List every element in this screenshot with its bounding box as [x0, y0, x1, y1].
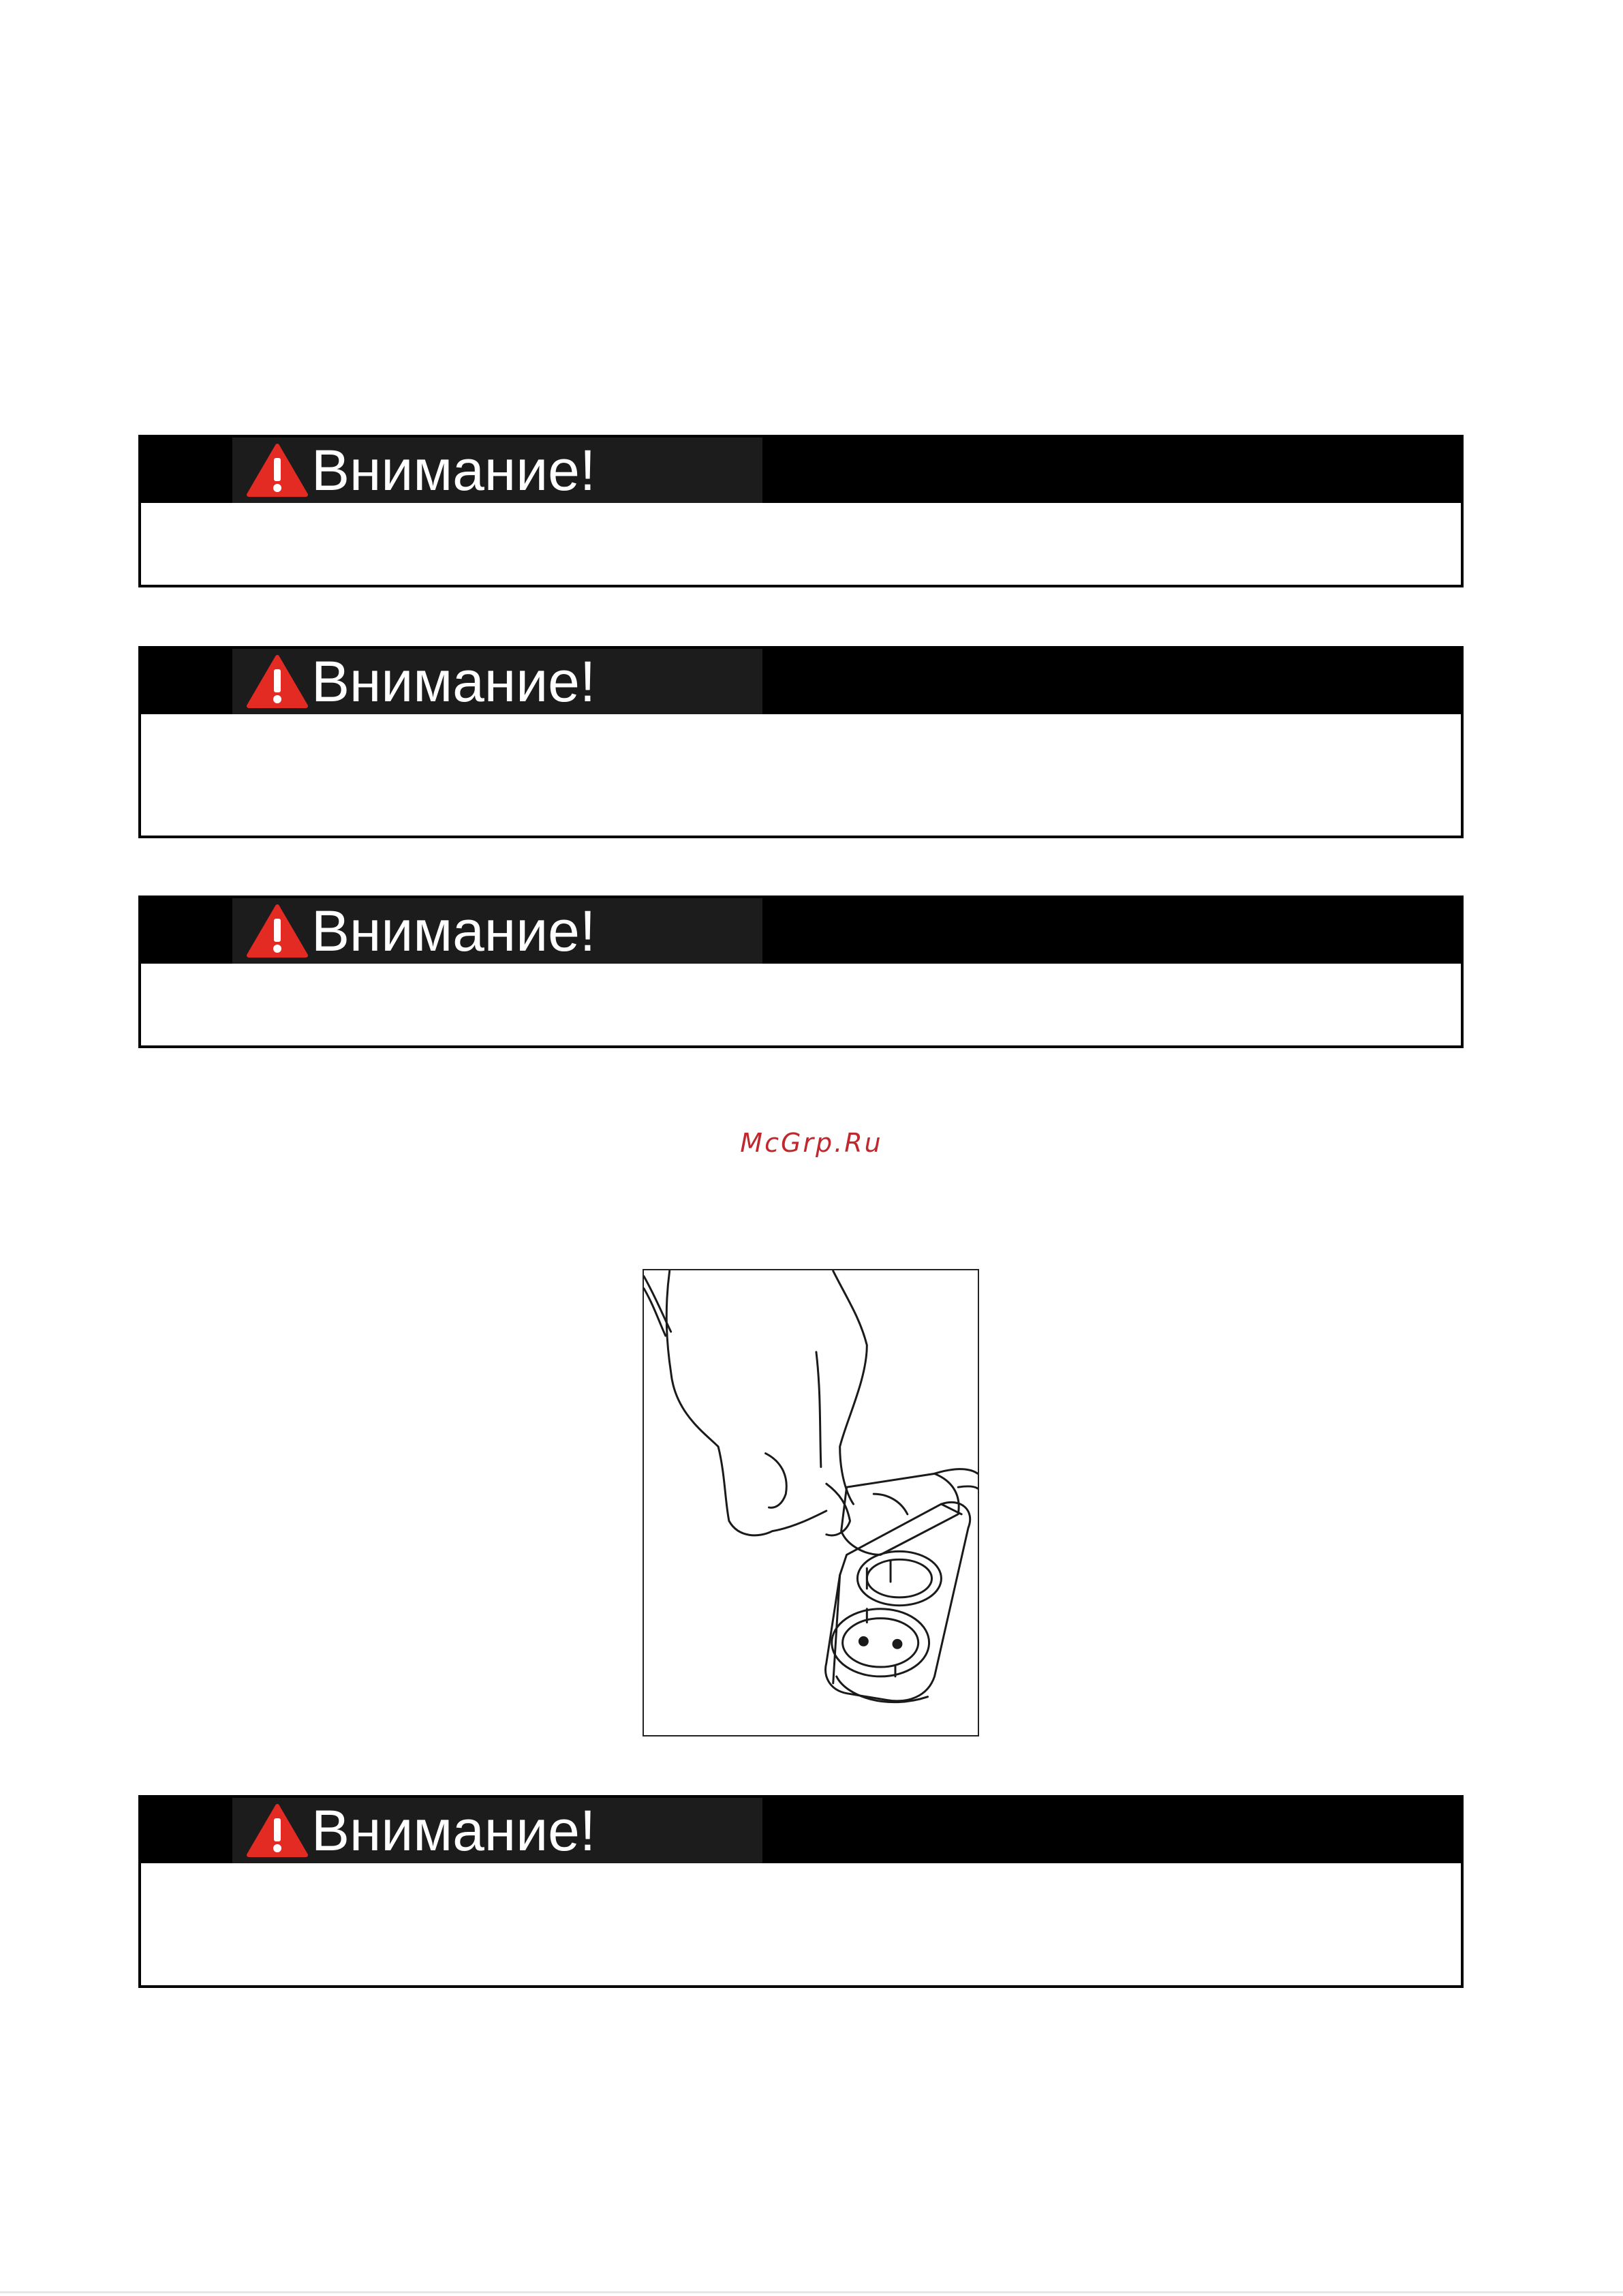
warning-header: [141, 438, 1461, 503]
warning-box-1: [138, 435, 1464, 587]
warning-title: Внимание!: [311, 899, 596, 963]
plug-illustration: [643, 1269, 979, 1736]
warning-header: [141, 1798, 1461, 1863]
warning-title: Внимание!: [311, 1798, 596, 1863]
warning-header: [141, 649, 1461, 714]
warning-triangle-icon: [246, 904, 309, 958]
warning-box-4: [138, 1795, 1464, 1988]
warning-triangle-icon: [246, 443, 309, 498]
warning-box-2: [138, 646, 1464, 838]
warning-box-3: [138, 896, 1464, 1048]
warning-tab: [232, 438, 762, 503]
warning-title: Внимание!: [311, 649, 596, 714]
hand-plug-power-strip-icon: [644, 1270, 978, 1735]
warning-tab: [232, 898, 762, 964]
warning-tab: [232, 1798, 762, 1863]
watermark-text: McGrp.Ru: [740, 1128, 883, 1158]
warning-title: Внимание!: [311, 438, 596, 502]
warning-triangle-icon: [246, 654, 309, 709]
bottom-divider: [0, 2291, 1623, 2293]
warning-header: [141, 898, 1461, 964]
warning-triangle-icon: [246, 1803, 309, 1858]
warning-tab: [232, 649, 762, 714]
